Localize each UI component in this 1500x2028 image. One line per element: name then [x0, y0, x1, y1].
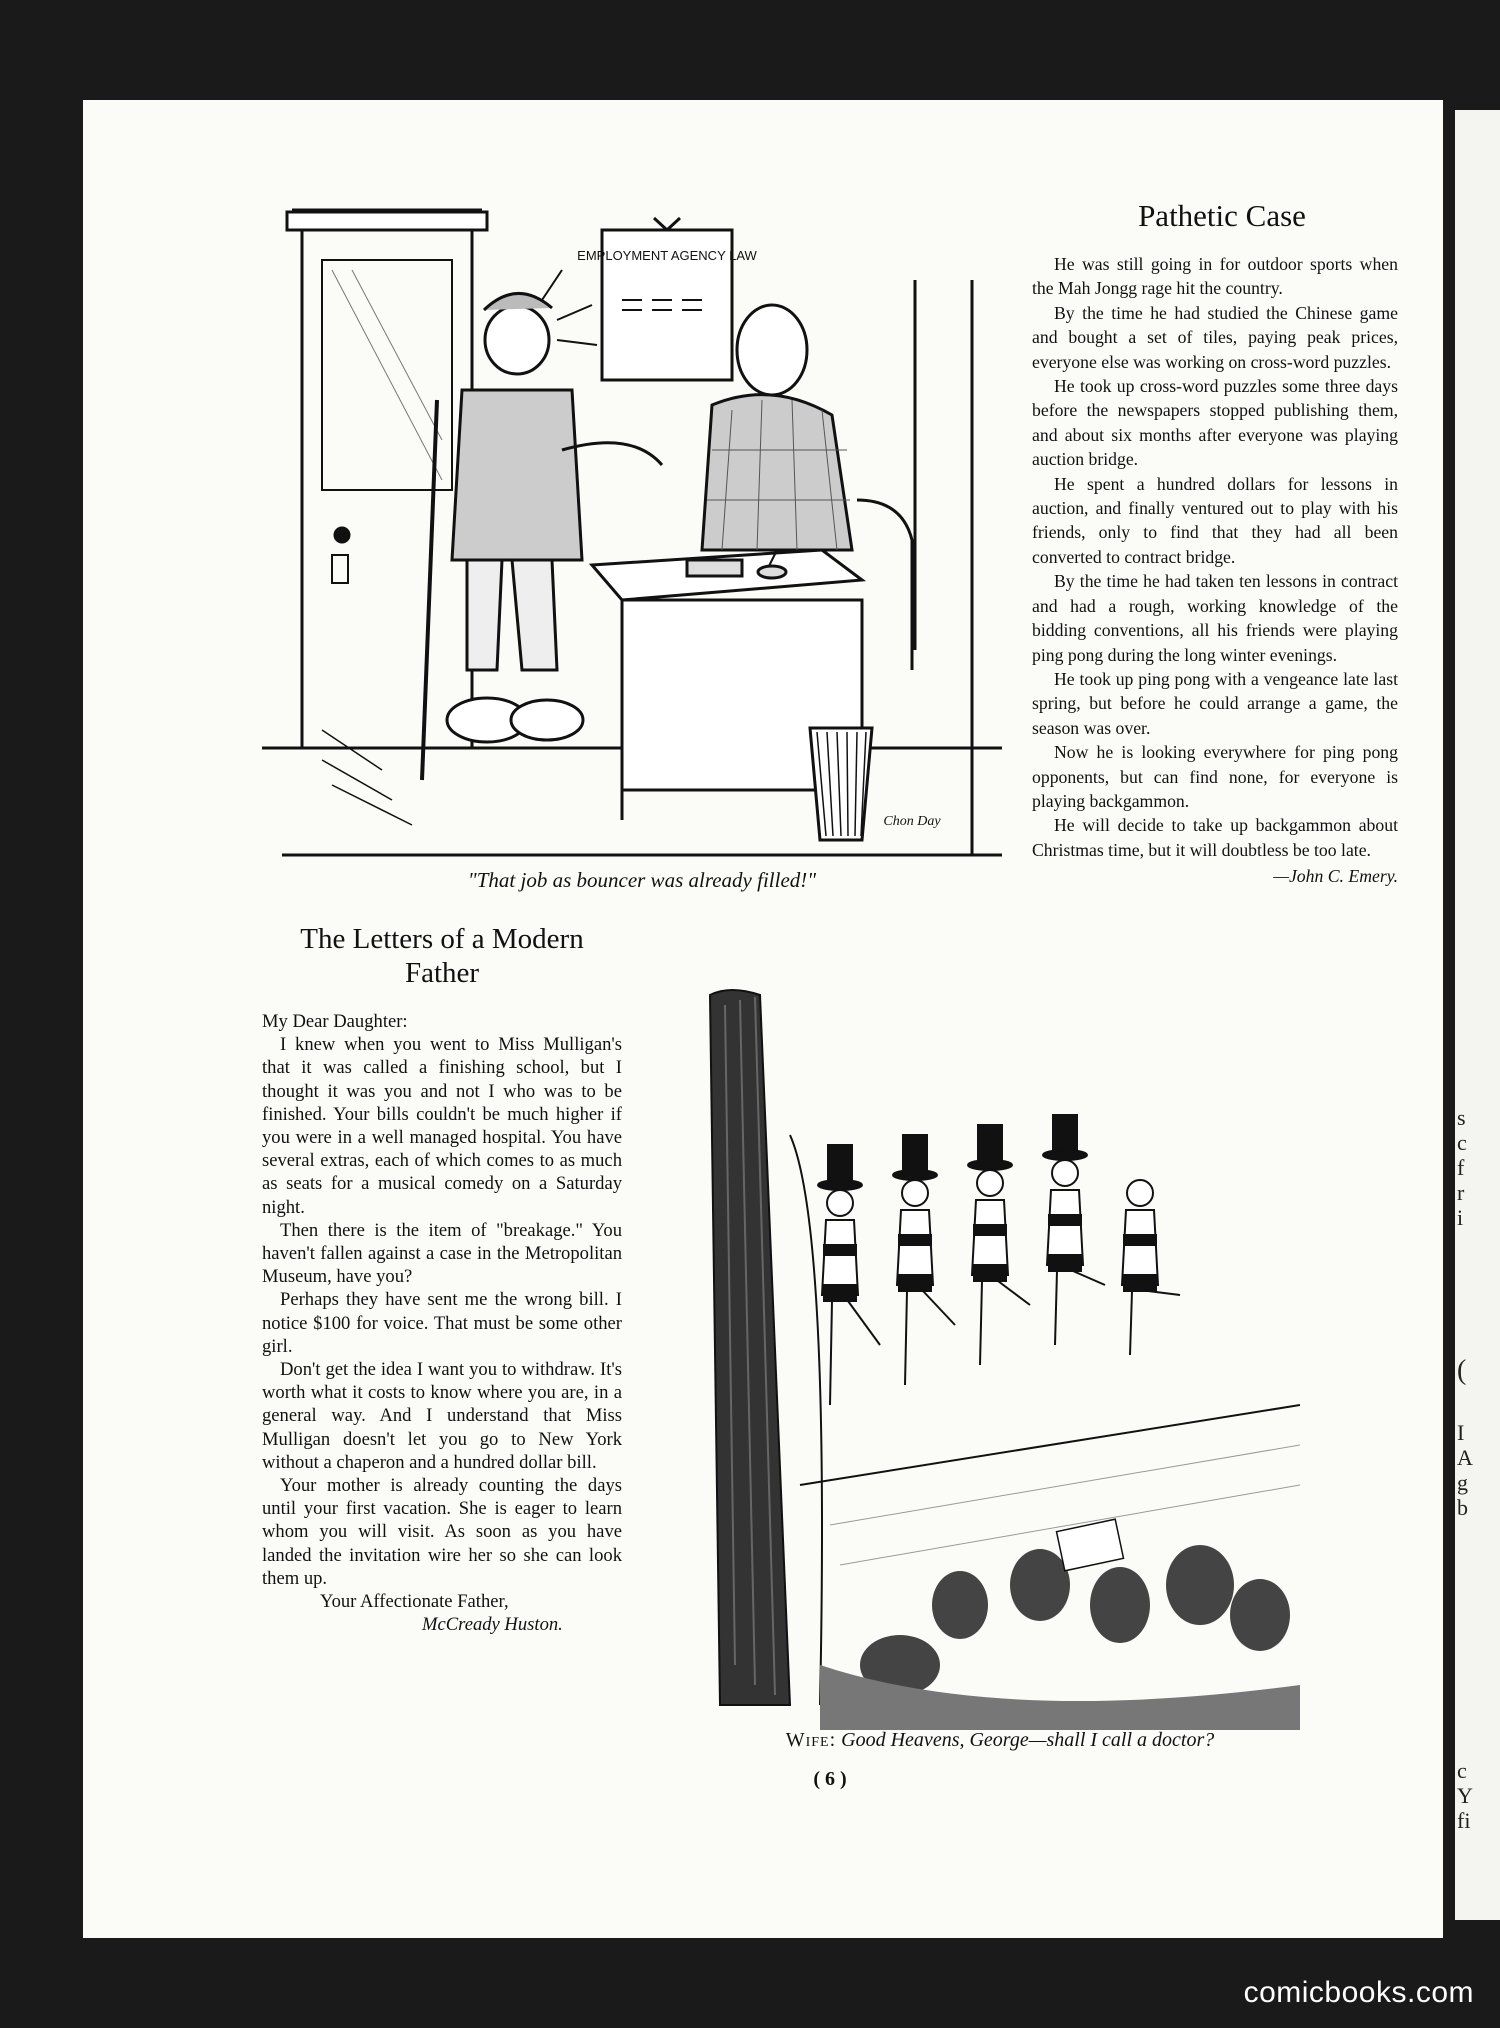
artist-signature: Chon Day: [883, 814, 941, 829]
author-byline: McCready Huston.: [422, 1614, 563, 1636]
author-byline: —John C. Emery.: [1273, 866, 1398, 887]
paragraph: He was still going in for outdoor sports when the Mah Jongg rage hit the country.: [1032, 254, 1398, 299]
paragraph: By the time he had studied the Chinese game and bought a set of tiles, paying peak prices, everyone else was working on cross-word puzzles.: [1032, 302, 1398, 372]
fragment-char: g: [1457, 1470, 1468, 1495]
salutation: My Dear Daughter:: [262, 1011, 408, 1032]
cartoon-caption: [700, 1729, 1300, 1752]
article-title: The Letters of a Modern Father: [300, 923, 584, 989]
letter-closing: Your Affectionate Father,: [320, 1591, 509, 1613]
page-number: ( 6 ): [813, 1768, 847, 1790]
adjacent-page-edge: [1455, 110, 1500, 1920]
paragraph: Perhaps they have sent me the wrong bill. I notice $100 for voice. That must be some other girl.: [262, 1289, 622, 1357]
letter-body: [262, 1010, 622, 1636]
fragment-char: b: [1457, 1495, 1468, 1520]
fragment-char: i: [1457, 1205, 1464, 1230]
fragment-char: r: [1457, 1180, 1465, 1205]
fragment-char: c: [1457, 1130, 1467, 1155]
caption-text: Good Heavens, George—shall I call a doctor?: [841, 1729, 1215, 1751]
site-watermark: comicbooks.com: [1243, 1976, 1474, 2009]
cartoon-caption: "That job as bouncer was already filled!": [467, 868, 817, 892]
fragment-char: c: [1457, 1758, 1467, 1783]
paragraph: Your mother is already counting the days until your first vacation. She is eager to learn whom you will visit. As soon as you have landed the invitation wire her so she can look them up.: [262, 1475, 622, 1589]
article-body: [1032, 252, 1398, 889]
fragment-char: f: [1457, 1155, 1465, 1180]
paragraph: Don't get the idea I want you to withdraw. It's worth what it costs to know where you are, in a general way. And I understand that Miss Mulligan doesn't let you go to New York without a chaperon and a hundred dollar bill.: [262, 1359, 622, 1473]
caption-speaker: Wife:: [785, 1729, 837, 1751]
paragraph: He will decide to take up backgammon about Christmas time, but it will doubtless be too late.: [1032, 815, 1398, 860]
fragment-char: I: [1457, 1420, 1465, 1445]
fragment-char: s: [1457, 1105, 1466, 1130]
fragment-char: (: [1457, 1355, 1467, 1386]
paragraph: He took up ping pong with a vengeance late last spring, but before he could arrange a game, the season was over.: [1032, 668, 1398, 738]
paragraph: Then there is the item of "breakage." You haven't fallen against a case in the Metropolitan Museum, have you?: [262, 1219, 622, 1288]
article-title: Pathetic Case: [1138, 198, 1306, 233]
fragment-char: Y: [1457, 1783, 1473, 1808]
paragraph: He took up cross-word puzzles some three days before the newspapers stopped publishing them, and about six months after everyone was playing auction bridge.: [1032, 376, 1398, 470]
fragment-char: fi: [1457, 1808, 1471, 1833]
chorus-line-cartoon: [700, 965, 1300, 1730]
paragraph: He spent a hundred dollars for lessons in auction, and finally ventured out to play with his friends, only to find that they had all been converted to contract bridge.: [1032, 473, 1398, 567]
employment-agency-cartoon: [262, 200, 1022, 860]
paragraph: Now he is looking everywhere for ping pong opponents, but can find none, for everyone is playing backgammon.: [1032, 742, 1398, 811]
fragment-char: A: [1457, 1445, 1473, 1470]
paragraph: I knew when you went to Miss Mulligan's that it was called a finishing school, but I thought it was you and not I who was to be finished. Your bills couldn't be much higher if you were in a well managed hospital. You have several extras, each of which comes to as much as seats for a musical comedy on a Saturday night.: [262, 1034, 622, 1218]
sign-text: EMPLOYMENT AGENCY LAW: [577, 248, 757, 263]
paragraph: By the time he had taken ten lessons in contract and had a rough, working knowledge of the bidding conventions, all his friends were playing ping pong during the long winter evenings.: [1032, 571, 1398, 665]
